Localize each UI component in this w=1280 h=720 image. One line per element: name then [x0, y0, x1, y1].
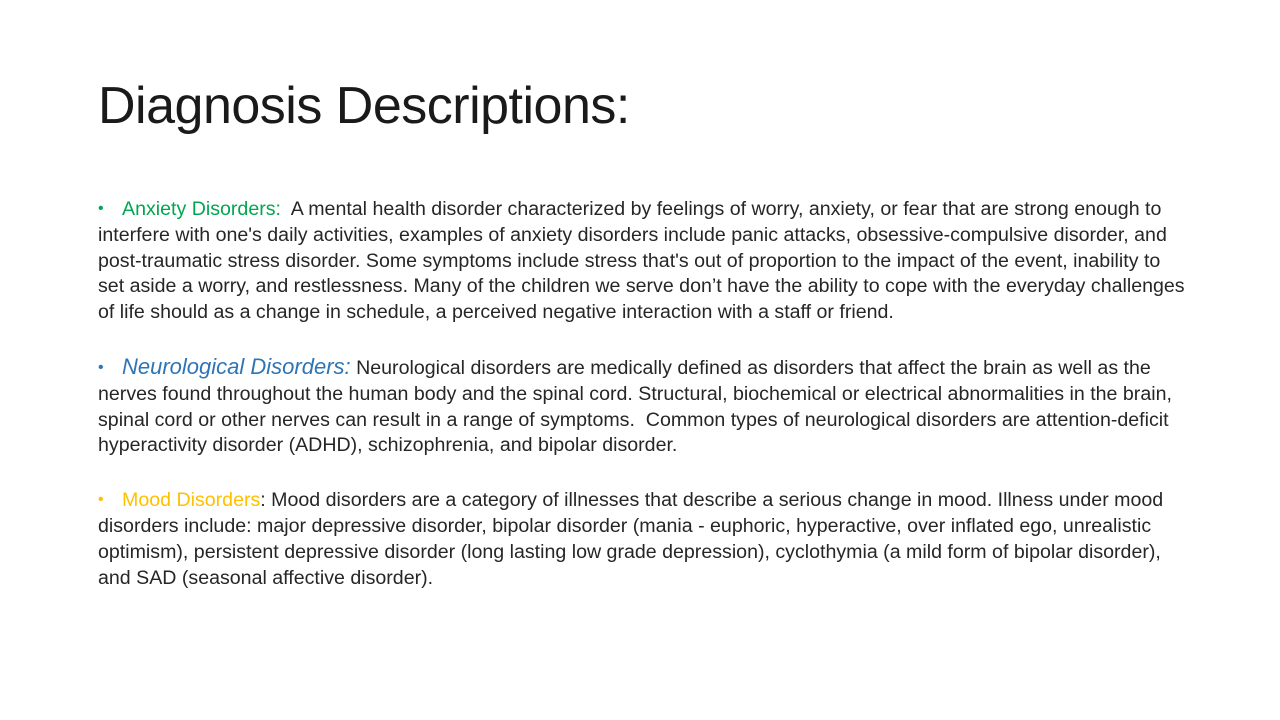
bullet-dot: • — [98, 358, 104, 376]
slide-body — [98, 196, 1191, 619]
bullet-dot: • — [98, 491, 104, 509]
mood-label: Mood Disorders — [122, 489, 261, 512]
mood-description: : Mood disorders are a category of illnesses that describe a serious change in mood. Illness under mood disorders include: major depressive disorder, bipolar disorder (mania - euphoric, hyperactive, over inflated ego, unrealistic optimism), persistent depressive disorder (long lasting low grade depression), cyclothymia (a mild form of bipolar disorder), and SAD (seasonal affective disorder). — [98, 489, 1169, 589]
neurological-description: Neurological disorders are medically defined as disorders that affect the brain as well as the nerves found throughout the human body and the spinal cord. Structural, biochemical or electrical abnormalities in the brain, spinal cord or other nerves can result in a range of symptoms. Common types of neurological disorders are attention-deficit hyperactivity disorder (ADHD), schizophrenia, and bipolar disorder. — [98, 356, 1178, 457]
neurological-label: Neurological Disorders: — [122, 353, 351, 379]
anxiety-description: A mental health disorder characterized by feelings of worry, anxiety, or fear that are strong enough to interfere with one's daily activities, examples of anxiety disorders include panic attacks, obsessive-compulsive disorder, and post-traumatic stress disorder. Some symptoms include stress that's out of proportion to the impact of the event, inability to set aside a worry, and restlessness. Many of the children we serve don’t have the ability to cope with the everyday challenges of life should as a change in schedule, a perceived negative interaction with a staff or friend. — [98, 198, 1191, 324]
slide-title: Diagnosis Descriptions: — [98, 77, 630, 135]
bullet-neurological-disorders — [98, 354, 1188, 459]
bullet-mood-disorders — [98, 487, 1188, 591]
bullet-dot: • — [98, 200, 104, 217]
anxiety-label: Anxiety Disorders: — [122, 198, 281, 220]
bullet-anxiety-disorders — [98, 196, 1191, 326]
